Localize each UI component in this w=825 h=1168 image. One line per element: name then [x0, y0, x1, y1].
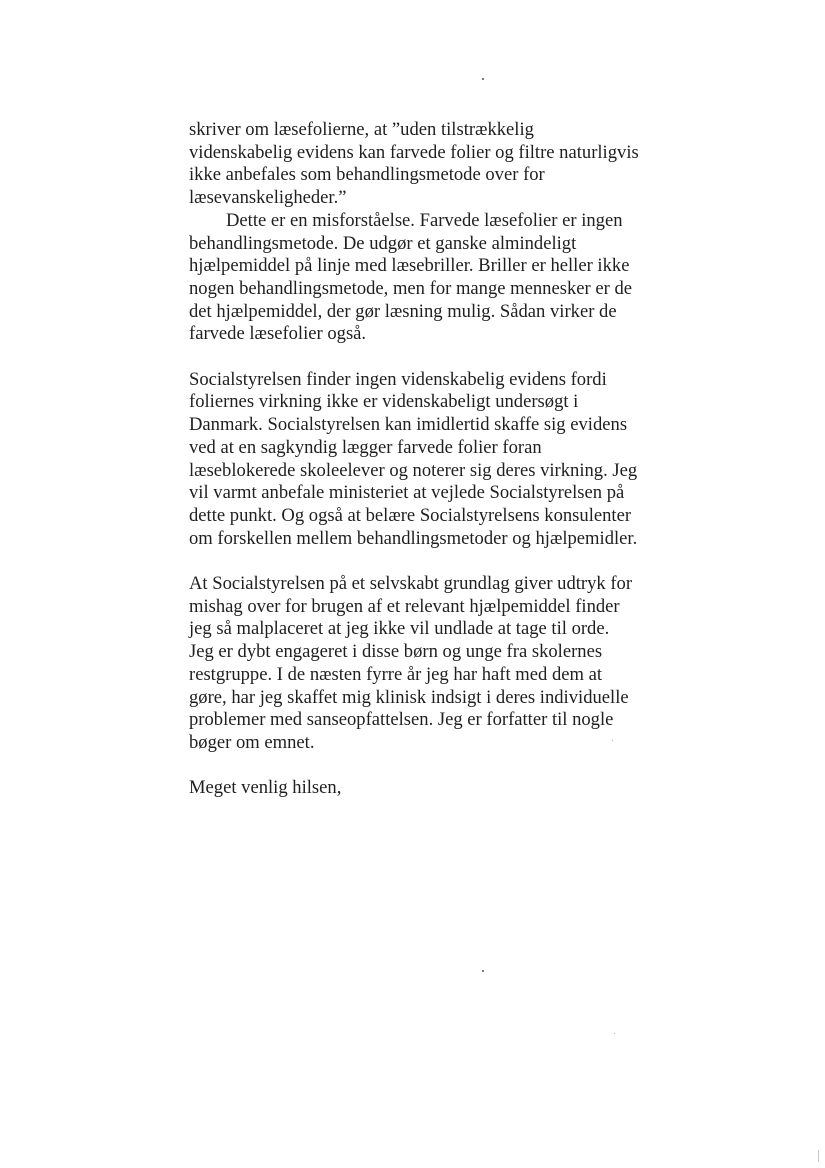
text-line: mishag over for brugen af et relevant hjælpemiddel finder — [189, 595, 620, 617]
text-line: Danmark. Socialstyrelsen kan imidlertid skaffe sig evidens — [189, 414, 628, 436]
text-line: ved at en sagkyndig lægger farvede folier foran — [189, 436, 542, 458]
text-line: problemer med sanseopfattelsen. Jeg er forfatter til nogle — [189, 709, 614, 731]
text-line: Jeg er dybt engageret i disse børn og unge fra skolernes — [189, 641, 603, 663]
paragraph-2 — [189, 210, 679, 346]
text-line: om forskellen mellem behandlingsmetoder og hjælpemidler. — [189, 527, 638, 549]
letter-body — [189, 119, 679, 800]
text-line: Socialstyrelsen finder ingen videnskabelig evidens fordi — [189, 368, 607, 390]
scan-speck — [614, 1033, 615, 1034]
text-line: dette punkt. Og også at belære Socialstyrelsens konsulenter — [189, 504, 632, 526]
text-line: det hjælpemiddel, der gør læsning mulig. Sådan virker de — [189, 300, 617, 322]
text-line: læsevanskeligheder.” — [189, 187, 347, 209]
paragraph-3 — [189, 369, 679, 551]
scan-speck — [818, 1150, 819, 1162]
text-line: At Socialstyrelsen på et selvskabt grundlag giver udtryk for — [189, 573, 633, 595]
text-line: bøger om emnet. — [189, 731, 315, 753]
text-line: Dette er en misforståelse. Farvede læsefolier er ingen — [226, 209, 623, 231]
text-line: gøre, har jeg skaffet mig klinisk indsigt i deres individuelle — [189, 686, 629, 708]
text-line: farvede læsefolier også. — [189, 323, 367, 345]
text-line: nogen behandlingsmetode, men for mange mennesker er de — [189, 277, 632, 299]
scan-speck — [482, 970, 484, 972]
scan-speck — [482, 78, 484, 80]
text-line: restgruppe. I de næsten fyrre år jeg har haft med dem at — [189, 663, 603, 685]
text-line: vil varmt anbefale ministeriet at vejlede Socialstyrelsen på — [189, 482, 625, 504]
text-line: videnskabelig evidens kan farvede folier og filtre naturligvis — [189, 141, 639, 163]
text-line: læseblokerede skoleelever og noterer sig deres virkning. Jeg — [189, 459, 638, 481]
paragraph-gap — [189, 755, 679, 778]
text-line: foliernes virkning ikke er videnskabeligt undersøgt i — [189, 391, 579, 413]
text-line: hjælpemiddel på linje med læsebriller. Briller er heller ikke — [189, 255, 630, 277]
paragraph-1 — [189, 119, 679, 210]
text-line: behandlingsmetode. De udgør et ganske almindeligt — [189, 232, 577, 254]
text-line: skriver om læsefolierne, at ”uden tilstrækkelig — [189, 119, 534, 140]
paragraph-gap — [189, 346, 679, 369]
text-line: ikke anbefales som behandlingsmetode over for — [189, 164, 545, 186]
paragraph-4 — [189, 573, 679, 755]
closing-salutation: Meget venlig hilsen, — [189, 777, 342, 799]
paragraph-gap — [189, 550, 679, 573]
text-line: jeg så malplaceret at jeg ikke vil undlade at tage til orde. — [189, 618, 610, 640]
